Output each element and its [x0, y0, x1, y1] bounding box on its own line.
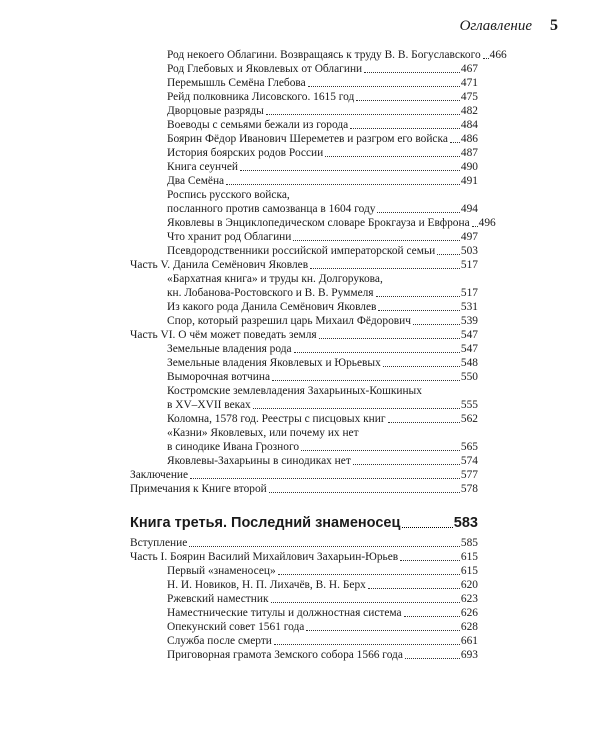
toc-entry[interactable] — [167, 132, 478, 146]
dot-leader — [301, 449, 460, 451]
toc-entry-page: 555 — [460, 399, 478, 411]
dot-leader — [274, 643, 460, 645]
toc-entry[interactable] — [167, 578, 478, 592]
toc-entry-title: Спор, который разрешил царь Михаил Фёдорович — [167, 315, 411, 327]
toc-entry-title: Земельные владения рода — [167, 343, 292, 355]
dot-leader — [308, 85, 460, 87]
toc-entry[interactable] — [167, 90, 478, 104]
toc-entry-title: Рейд полковника Лисовского. 1615 год — [167, 91, 355, 103]
toc-entry-page: 550 — [460, 371, 478, 383]
toc-entry-page: 577 — [460, 469, 478, 481]
toc-entry-title: Род Глебовых и Яковлевых от Облагини — [167, 63, 363, 75]
dot-leader — [413, 323, 460, 325]
toc-entry-page: 486 — [460, 133, 478, 145]
toc-entry-title: Часть VI. О чём может поведать земля — [130, 329, 317, 341]
toc-entry-continued — [167, 426, 478, 440]
dot-leader — [368, 587, 460, 589]
dot-leader — [364, 71, 460, 73]
dot-leader — [483, 57, 489, 59]
toc-entry-page: 585 — [460, 537, 478, 549]
toc-entry-title: Примечания к Книге второй — [130, 483, 267, 495]
toc-entry-title: Яковлевы в Энциклопедическом словаре Брокгауза и Евфрона — [167, 217, 470, 229]
dot-leader — [376, 295, 460, 297]
toc-entry-title-line: «Бархатная книга» и труды кн. Долгорукова, — [167, 273, 383, 285]
toc-entry[interactable] — [167, 634, 478, 648]
toc-entry-title: Коломна, 1578 год. Реестры с писцовых книг — [167, 413, 386, 425]
dot-leader — [388, 421, 460, 423]
toc-entry-title: Что хранит род Облагини — [167, 231, 292, 243]
toc-entry-page: 490 — [460, 161, 478, 173]
dot-leader — [377, 211, 459, 213]
toc-entry[interactable] — [167, 454, 478, 468]
running-head-title: Оглавление — [459, 18, 532, 34]
toc-entry[interactable] — [167, 592, 478, 606]
toc-entry-continued — [167, 384, 478, 398]
toc-entry-page: 628 — [460, 621, 478, 633]
toc-entry[interactable] — [130, 468, 478, 482]
toc-entry-page: 661 — [460, 635, 478, 647]
toc-entry-title: Заключение — [130, 469, 189, 481]
toc-entry[interactable] — [167, 202, 478, 216]
toc-entry[interactable] — [167, 398, 478, 412]
toc-entry-title: Псевдородственники российской императорской семьи — [167, 245, 436, 257]
toc-entry-title: Приговорная грамота Земского собора 1566 года — [167, 649, 403, 661]
dot-leader — [404, 615, 460, 617]
toc-entry[interactable] — [167, 440, 478, 454]
toc-entry-title: в XV–XVII веках — [167, 399, 251, 411]
toc-entry-title: Вступление — [130, 537, 188, 549]
toc-entry[interactable] — [167, 286, 478, 300]
toc-entry[interactable] — [130, 328, 478, 342]
dot-leader — [190, 477, 460, 479]
toc-entry[interactable] — [130, 550, 478, 564]
toc-entry[interactable] — [167, 412, 478, 426]
toc-book-heading[interactable] — [130, 514, 478, 532]
dot-leader — [353, 463, 460, 465]
toc-entry-title: Боярин Фёдор Иванович Шереметев и разгром его войска — [167, 133, 448, 145]
toc-entry[interactable] — [167, 76, 478, 90]
dot-leader — [278, 573, 460, 575]
dot-leader — [356, 99, 460, 101]
toc-entry-title: Дворцовые разряды — [167, 105, 264, 117]
toc-entry-title: Н. И. Новиков, Н. П. Лихачёв, В. Н. Берх — [167, 579, 366, 591]
toc-entry-title: Первый «знаменосец» — [167, 565, 276, 577]
toc-entry-title: Ржевский наместник — [167, 593, 269, 605]
dot-leader — [402, 526, 452, 528]
toc-entry-title-line: Роспись русского войска, — [167, 189, 290, 201]
toc-entry-title: кн. Лобанова-Ростовского и В. В. Руммеля — [167, 287, 374, 299]
toc-entry-page: 620 — [460, 579, 478, 591]
toc-entry[interactable] — [167, 118, 478, 132]
toc-entry-title: Яковлевы-Захарьины в синодиках нет — [167, 455, 351, 467]
table-of-contents — [0, 48, 600, 662]
toc-entry-page: 494 — [460, 203, 478, 215]
toc-entry-page: 517 — [460, 287, 478, 299]
toc-entry[interactable] — [167, 314, 478, 328]
toc-entry[interactable] — [167, 564, 478, 578]
toc-entry[interactable] — [167, 244, 478, 258]
toc-entry-page: 471 — [460, 77, 478, 89]
toc-entry-page: 482 — [460, 105, 478, 117]
toc-entry-page: 623 — [460, 593, 478, 605]
toc-entry-title: Из какого рода Данила Семёнович Яковлев — [167, 301, 377, 313]
toc-entry-page: 466 — [489, 49, 507, 61]
toc-entry-title: Часть V. Данила Семёнович Яковлев — [130, 259, 309, 271]
dot-leader — [294, 351, 460, 353]
toc-entry-title: Воеводы с семьями бежали из города — [167, 119, 349, 131]
toc-entry[interactable] — [167, 48, 507, 62]
toc-entry[interactable] — [130, 258, 478, 272]
toc-entry-title: Выморочная вотчина — [167, 371, 271, 383]
toc-entry[interactable] — [167, 146, 478, 160]
toc-entry[interactable] — [167, 216, 496, 230]
dot-leader — [383, 365, 460, 367]
dot-leader — [450, 141, 460, 143]
dot-leader — [400, 559, 460, 561]
toc-entry-page: 574 — [460, 455, 478, 467]
toc-entry-title: Род некоего Облагини. Возвращаясь к труду В. В. Богуславского — [167, 49, 481, 61]
dot-leader — [325, 155, 460, 157]
dot-leader — [226, 183, 460, 185]
toc-entry-page: 491 — [460, 175, 478, 187]
toc-entry[interactable] — [167, 160, 478, 174]
toc-entry-page: 467 — [460, 63, 478, 75]
toc-entry-title: Опекунский совет 1561 года — [167, 621, 305, 633]
toc-entry-title: Часть I. Боярин Василий Михайлович Захарьин-Юрьев — [130, 551, 399, 563]
dot-leader — [319, 337, 460, 339]
toc-entry-page: 531 — [460, 301, 478, 313]
toc-entry[interactable] — [167, 370, 478, 384]
toc-entry-continued — [167, 272, 478, 286]
toc-entry-title: Книга сеунчей — [167, 161, 239, 173]
toc-entry-page: 497 — [460, 231, 478, 243]
dot-leader — [405, 657, 460, 659]
toc-entry-title: Два Семёна — [167, 175, 225, 187]
toc-entry[interactable] — [167, 356, 478, 370]
toc-entry-title-line: Костромские землевладения Захарьиных-Кошкиных — [167, 385, 422, 397]
dot-leader — [437, 253, 460, 255]
dot-leader — [271, 601, 460, 603]
toc-entry-page: 693 — [460, 649, 478, 661]
toc-entry[interactable] — [130, 536, 478, 550]
dot-leader — [310, 267, 460, 269]
page-number: 5 — [550, 17, 558, 34]
toc-entry-page: 496 — [478, 217, 496, 229]
toc-entry[interactable] — [167, 648, 478, 662]
toc-entry[interactable] — [167, 606, 478, 620]
toc-entry[interactable] — [167, 174, 478, 188]
toc-entry-page: 615 — [460, 551, 478, 563]
toc-entry-title: Земельные владения Яковлевых и Юрьевых — [167, 357, 381, 369]
dot-leader — [272, 379, 460, 381]
toc-entry[interactable] — [130, 482, 478, 496]
toc-entry-page: 547 — [460, 329, 478, 341]
toc-entry-page: 548 — [460, 357, 478, 369]
toc-entry-page: 565 — [460, 441, 478, 453]
toc-entry-title-line: «Казни» Яковлевых, или почему их нет — [167, 427, 359, 439]
toc-entry-title: в синодике Ивана Грозного — [167, 441, 300, 453]
toc-entry-page: 583 — [453, 515, 478, 531]
dot-leader — [306, 629, 460, 631]
toc-entry-continued — [167, 188, 478, 202]
toc-entry[interactable] — [167, 620, 478, 634]
toc-entry[interactable] — [167, 300, 478, 314]
dot-leader — [293, 239, 460, 241]
toc-entry-page: 517 — [460, 259, 478, 271]
dot-leader — [253, 407, 460, 409]
dot-leader — [189, 545, 460, 547]
toc-entry-page: 578 — [460, 483, 478, 495]
toc-entry-page: 539 — [460, 315, 478, 327]
toc-entry-title: Перемышль Семёна Глебова — [167, 77, 306, 89]
toc-entry[interactable] — [167, 342, 478, 356]
toc-entry-page: 503 — [460, 245, 478, 257]
toc-entry-page: 615 — [460, 565, 478, 577]
toc-entry-title: Книга третья. Последний знаменосец — [130, 515, 401, 531]
dot-leader — [266, 113, 460, 115]
toc-entry-page: 475 — [460, 91, 478, 103]
dot-leader — [350, 127, 460, 129]
running-head — [0, 16, 600, 40]
toc-entry-page: 487 — [460, 147, 478, 159]
toc-entry[interactable] — [167, 230, 478, 244]
toc-entry-page: 626 — [460, 607, 478, 619]
toc-entry-title: посланного против самозванца в 1604 году — [167, 203, 376, 215]
toc-entry-page: 562 — [460, 413, 478, 425]
toc-entry[interactable] — [167, 104, 478, 118]
toc-entry-page: 547 — [460, 343, 478, 355]
dot-leader — [472, 225, 478, 227]
toc-entry-title: История боярских родов России — [167, 147, 324, 159]
toc-entry-page: 484 — [460, 119, 478, 131]
dot-leader — [378, 309, 459, 311]
toc-entry-title: Служба после смерти — [167, 635, 272, 647]
dot-leader — [269, 491, 460, 493]
toc-entry-title: Наместнические титулы и должностная система — [167, 607, 402, 619]
dot-leader — [240, 169, 460, 171]
toc-entry[interactable] — [167, 62, 478, 76]
